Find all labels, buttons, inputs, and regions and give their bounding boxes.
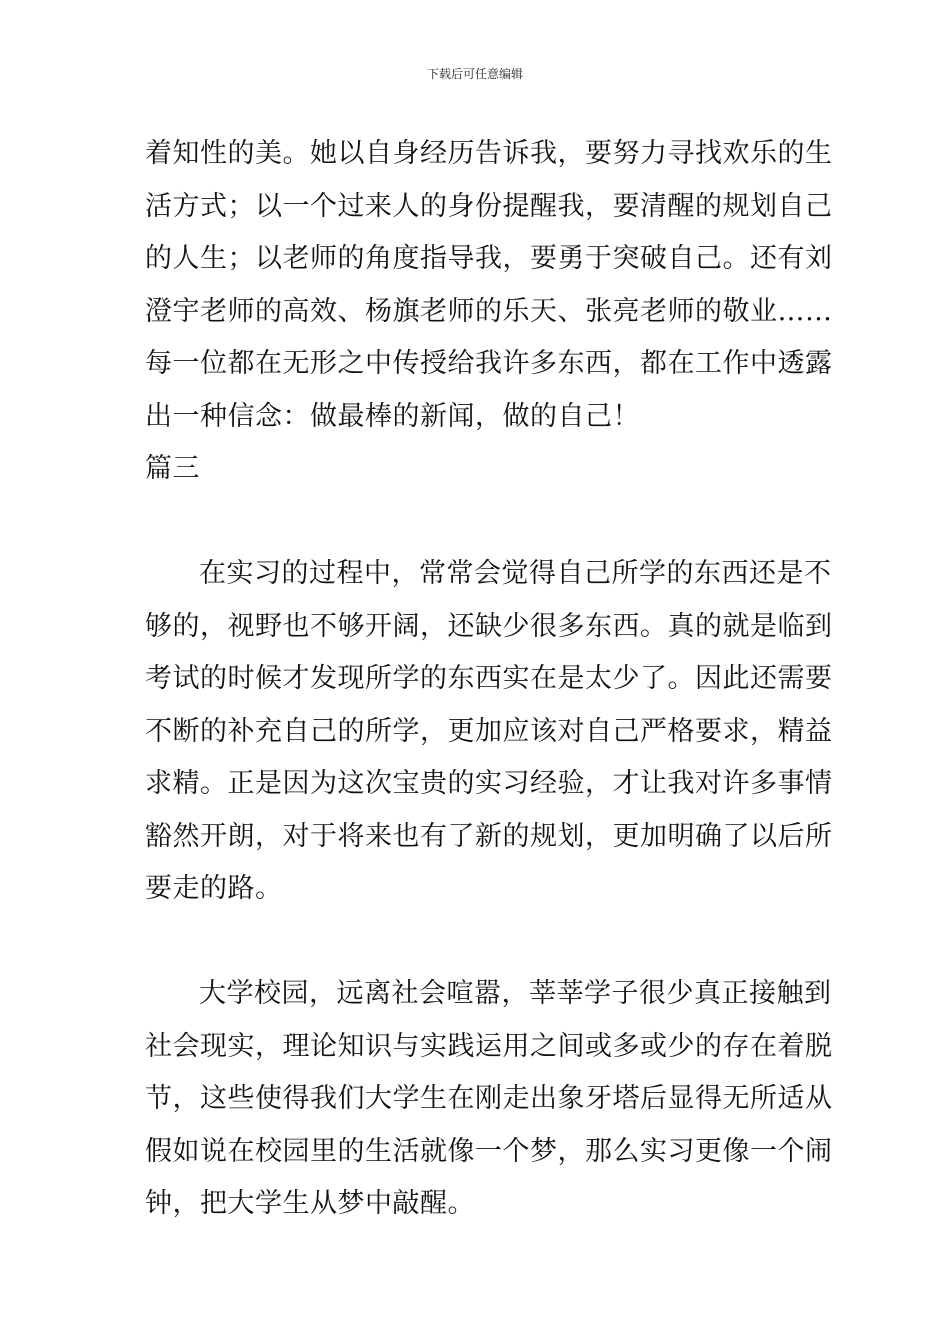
text-line: 豁然开朗，对于将来也有了新的规划，更加明确了以后所 xyxy=(145,820,833,852)
paragraph-three xyxy=(145,968,833,1231)
text-line: 求精。正是因为这次宝贵的实习经验，才让我对许多事情 xyxy=(145,768,833,799)
text-line: 节，这些使得我们大学生在刚走出象牙塔后显得无所适从 xyxy=(145,1083,833,1114)
document-body xyxy=(145,128,833,1231)
text-line: 在实习的过程中，常常会觉得自己所学的东西还是不 xyxy=(199,558,832,589)
paragraph-two xyxy=(145,548,833,916)
text-line: 社会现实，理论知识与实践运用之间或多或少的存在着脱 xyxy=(145,1030,833,1062)
text-line: 考试的时候才发现所学的东西实在是太少了。因此还需要 xyxy=(145,663,833,694)
text-line: 假如说在校园里的生活就像一个梦，那么实习更像一个闹 xyxy=(145,1135,833,1167)
paragraph-intro xyxy=(145,128,833,443)
text-line: 钟，把大学生从梦中敲醒。 xyxy=(145,1188,475,1219)
text-line: 大学校园，远离社会喧嚣，莘莘学子很少真正接触到 xyxy=(199,978,832,1009)
text-line: 要走的路。 xyxy=(145,873,283,904)
text-line: 够的，视野也不够开阔，还缺少很多东西。真的就是临到 xyxy=(145,610,833,642)
text-line: 澄宇老师的高效、杨旗老师的乐天、张亮老师的敬业…… xyxy=(145,295,833,327)
text-line: 不断的补充自己的所学，更加应该对自己严格要求，精益 xyxy=(145,715,833,747)
blank-line xyxy=(145,916,810,969)
text-line: 出一种信念：做最棒的新闻，做的自己！ xyxy=(145,400,640,432)
text-line: 的人生；以老师的角度指导我，要勇于突破自己。还有刘 xyxy=(145,243,833,274)
text-line: 活方式；以一个过来人的身份提醒我，要清醒的规划自己 xyxy=(145,190,833,222)
text-line: 着知性的美。她以自身经历告诉我，要努力寻找欢乐的生 xyxy=(145,138,833,169)
text-line: 每一位都在无形之中传授给我许多东西，都在工作中透露 xyxy=(145,348,833,379)
header-note: 下载后可任意编辑 xyxy=(426,67,523,81)
blank-line xyxy=(145,496,810,549)
section-title: 篇三 xyxy=(145,453,200,484)
